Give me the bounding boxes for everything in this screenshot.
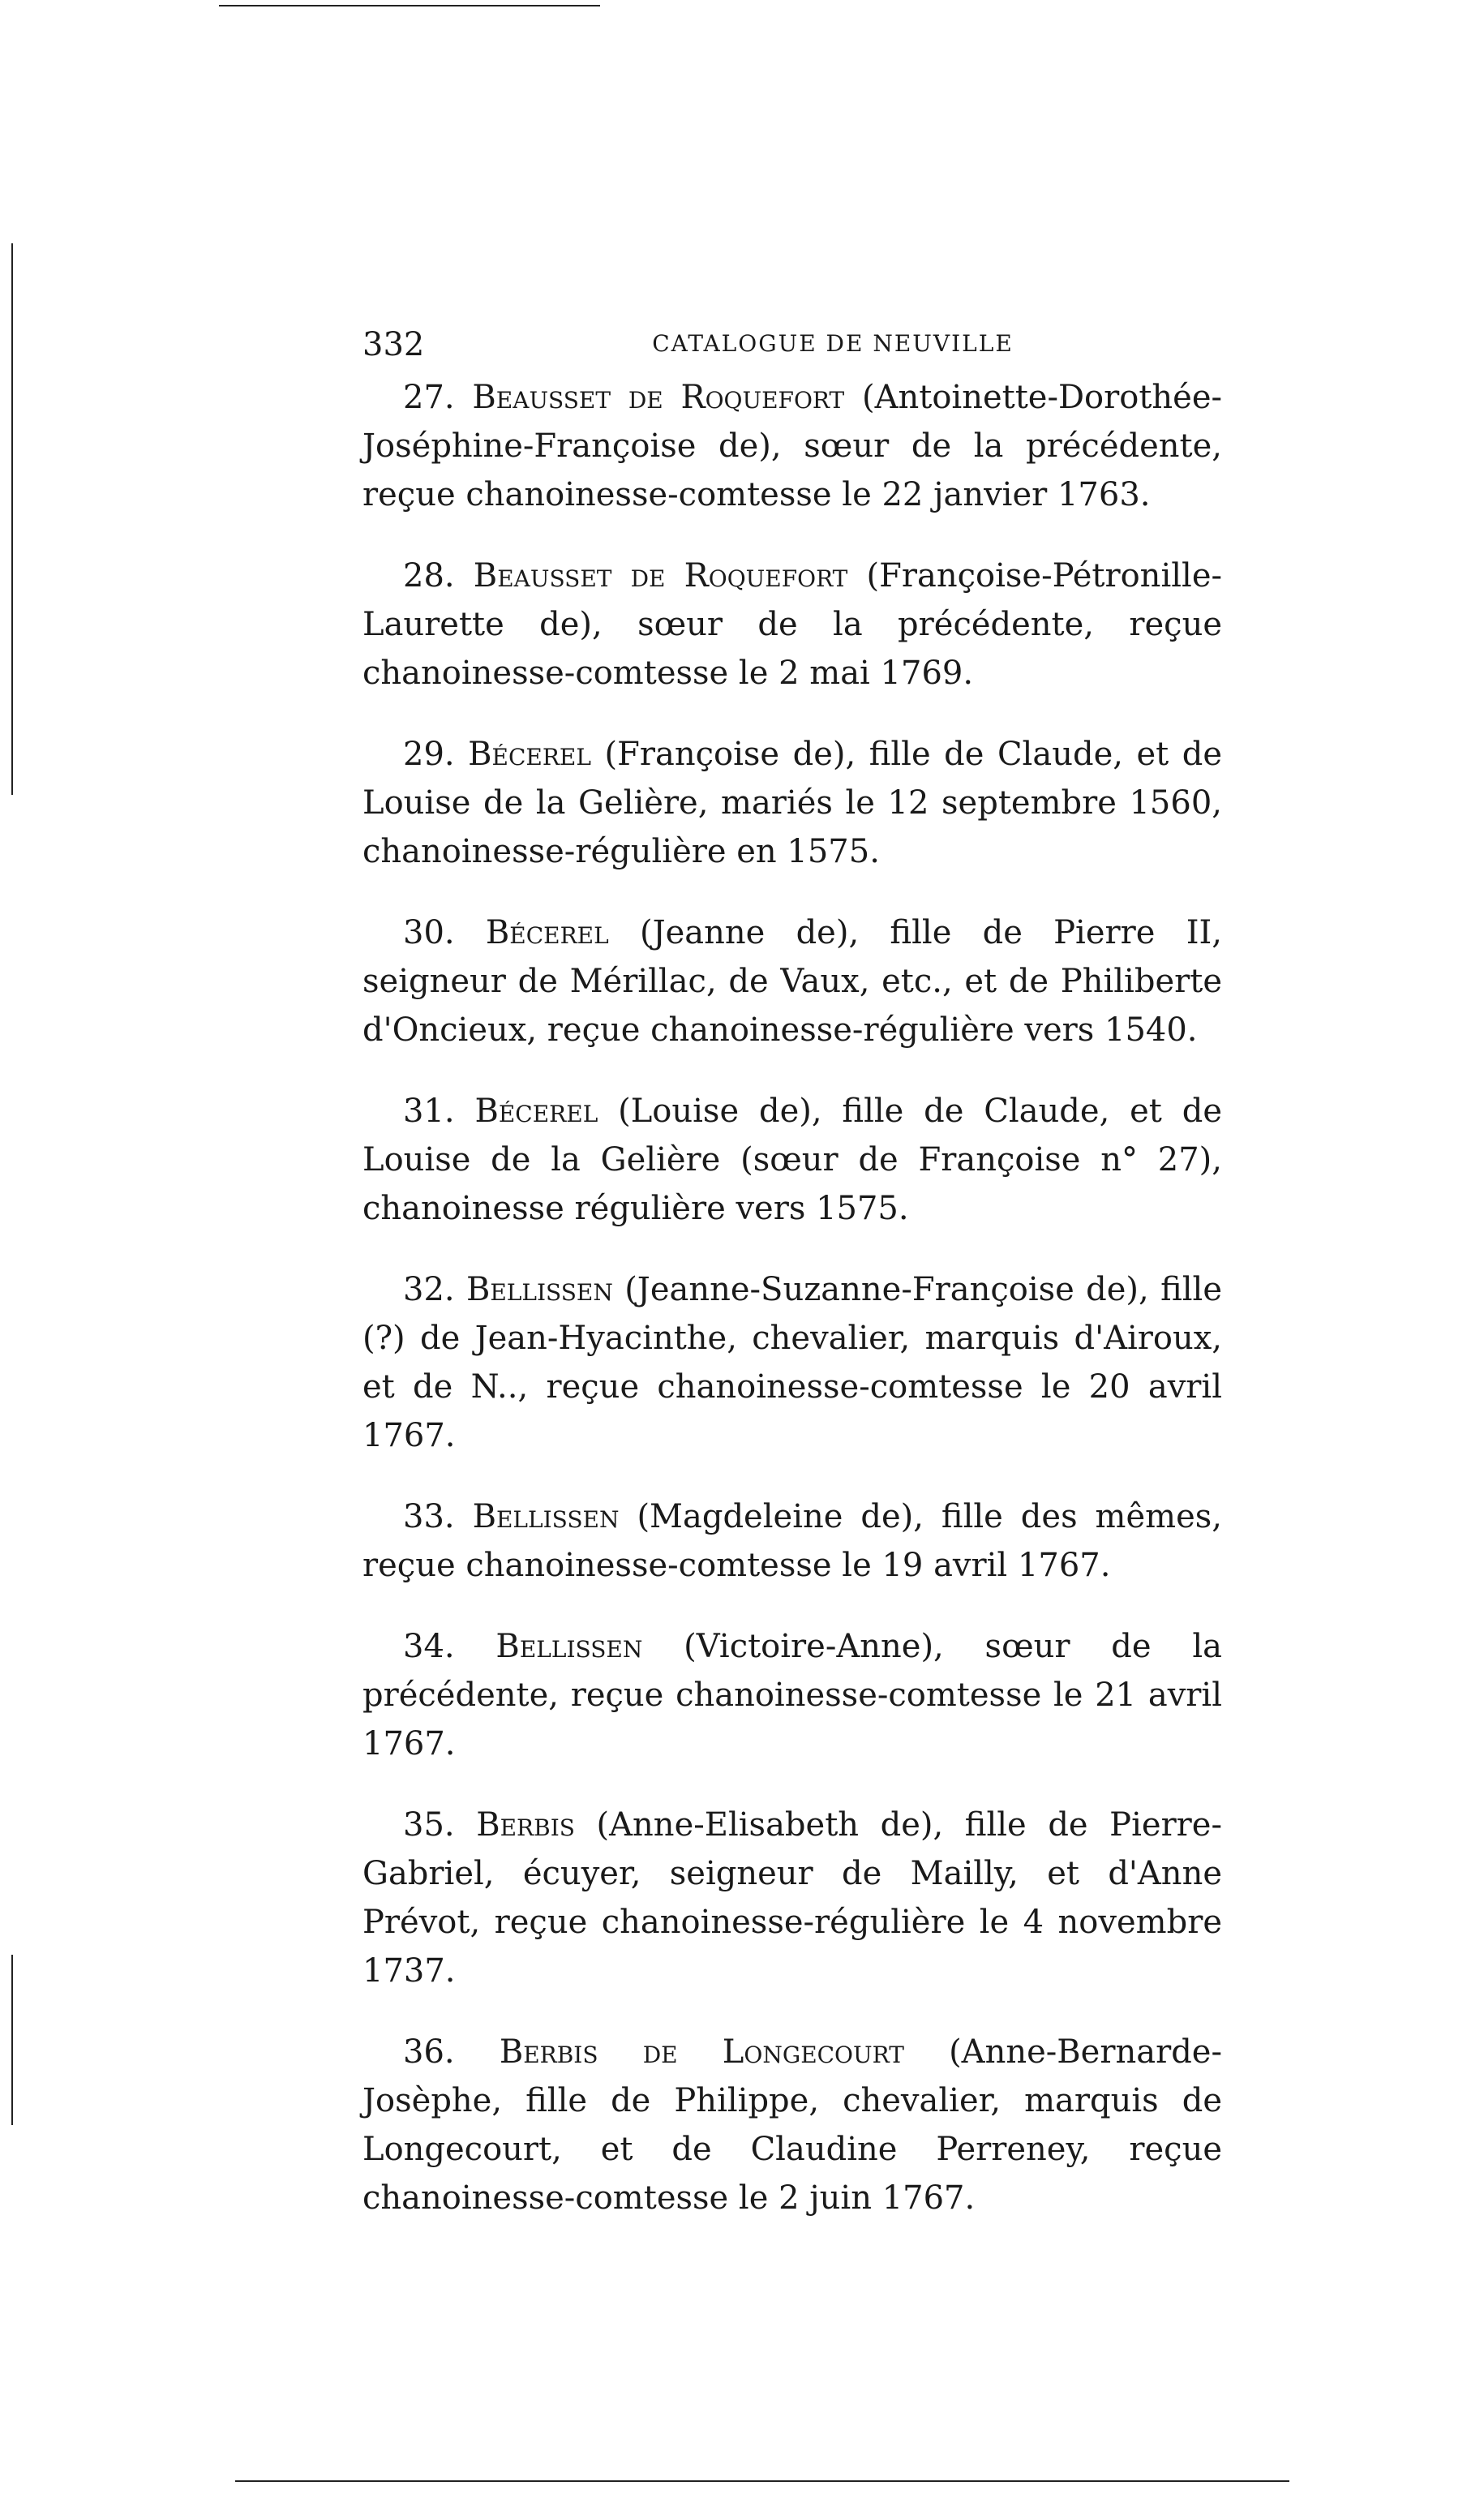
entry-list [362, 373, 1222, 2255]
entry-name: Beausset de Roquefort [473, 557, 848, 595]
entry-number: 36. [403, 2033, 455, 2071]
entry-text: (Françoise de), fille de Claude, et de Louise de la Gelière, mariés le 12 septembre 1560, chanoinesse-régulière en 1575. [362, 736, 1223, 870]
entry-name: Bécerel [474, 1093, 598, 1130]
list-item [362, 2028, 1222, 2222]
list-item [362, 1801, 1222, 1995]
entry-text: (Françoise-Pétronille-Laurette de), sœur de la précédente, reçue chanoinesse-comtesse le 2 mai 1769. [362, 557, 1223, 692]
entry-text: (Antoinette-Dorothée-Joséphine-Françoise de), sœur de la précédente, reçue chanoinesse-comtesse le 22 janvier 1763. [362, 379, 1223, 513]
entry-text: (Jeanne-Suzanne-Françoise de), fille (?) de Jean-Hyacinthe, chevalier, marquis d'Airoux, et de N.., reçue chanoinesse-comtesse le 20 avril 1767. [362, 1271, 1222, 1454]
entry-number: 27. [403, 379, 455, 416]
page-number: 332 [362, 326, 425, 363]
entry-name: Bellissen [495, 1628, 643, 1665]
entry-text: (Jeanne de), fille de Pierre II, seigneur de Mérillac, de Vaux, etc., et de Philiberte d'Oncieux, reçue chanoinesse-régulière vers 1540. [362, 914, 1223, 1049]
list-item [362, 1265, 1222, 1460]
entry-number: 29. [403, 736, 455, 773]
list-item [362, 908, 1222, 1054]
scan-artifact-top [219, 5, 600, 6]
entry-name: Bellissen [465, 1271, 613, 1308]
entry-number: 32. [403, 1271, 455, 1308]
entry-name: Beausset de Roquefort [472, 379, 845, 416]
entry-name: Berbis de Longecourt [499, 2033, 904, 2071]
entry-number: 30. [403, 914, 455, 951]
list-item [362, 1492, 1222, 1590]
scan-artifact-left-lower [11, 1955, 13, 2125]
entry-number: 33. [403, 1498, 455, 1535]
entry-name: Bécerel [468, 736, 591, 773]
page-header [362, 324, 1222, 365]
entry-number: 34. [403, 1628, 455, 1665]
scan-artifact-left [11, 243, 13, 795]
list-item [362, 1087, 1222, 1233]
entry-text: (Louise de), fille de Claude, et de Louise de la Gelière (sœur de Françoise n° 27), chanoinesse régulière vers 1575. [362, 1093, 1222, 1227]
entry-text: (Magdeleine de), fille des mêmes, reçue chanoinesse-comtesse le 19 avril 1767. [362, 1498, 1222, 1584]
scan-artifact-bottom [235, 2480, 1289, 2482]
entry-name: Bécerel [485, 914, 609, 951]
entry-text: (Victoire-Anne), sœur de la précédente, reçue chanoinesse-comtesse le 21 avril 1767. [362, 1628, 1223, 1762]
list-item [362, 730, 1222, 876]
entry-text: (Anne-Elisabeth de), fille de Pierre-Gabriel, écuyer, seigneur de Mailly, et d'Anne Prévot, reçue chanoinesse-régulière le 4 novembre 1737. [362, 1806, 1222, 1990]
entry-text: (Anne-Bernarde-Josèphe, fille de Philippe, chevalier, marquis de Longecourt, et de Claudine Perreney, reçue chanoinesse-comtesse le 2 juin 1767. [362, 2033, 1222, 2217]
list-item [362, 373, 1222, 519]
entry-name: Bellissen [472, 1498, 620, 1535]
list-item [362, 1622, 1222, 1768]
entry-number: 35. [403, 1806, 455, 1844]
entry-name: Berbis [476, 1806, 575, 1844]
entry-number: 31. [403, 1093, 455, 1130]
list-item [362, 552, 1222, 698]
entry-number: 28. [403, 557, 455, 595]
running-head: CATALOGUE DE NEUVILLE [652, 330, 1014, 357]
